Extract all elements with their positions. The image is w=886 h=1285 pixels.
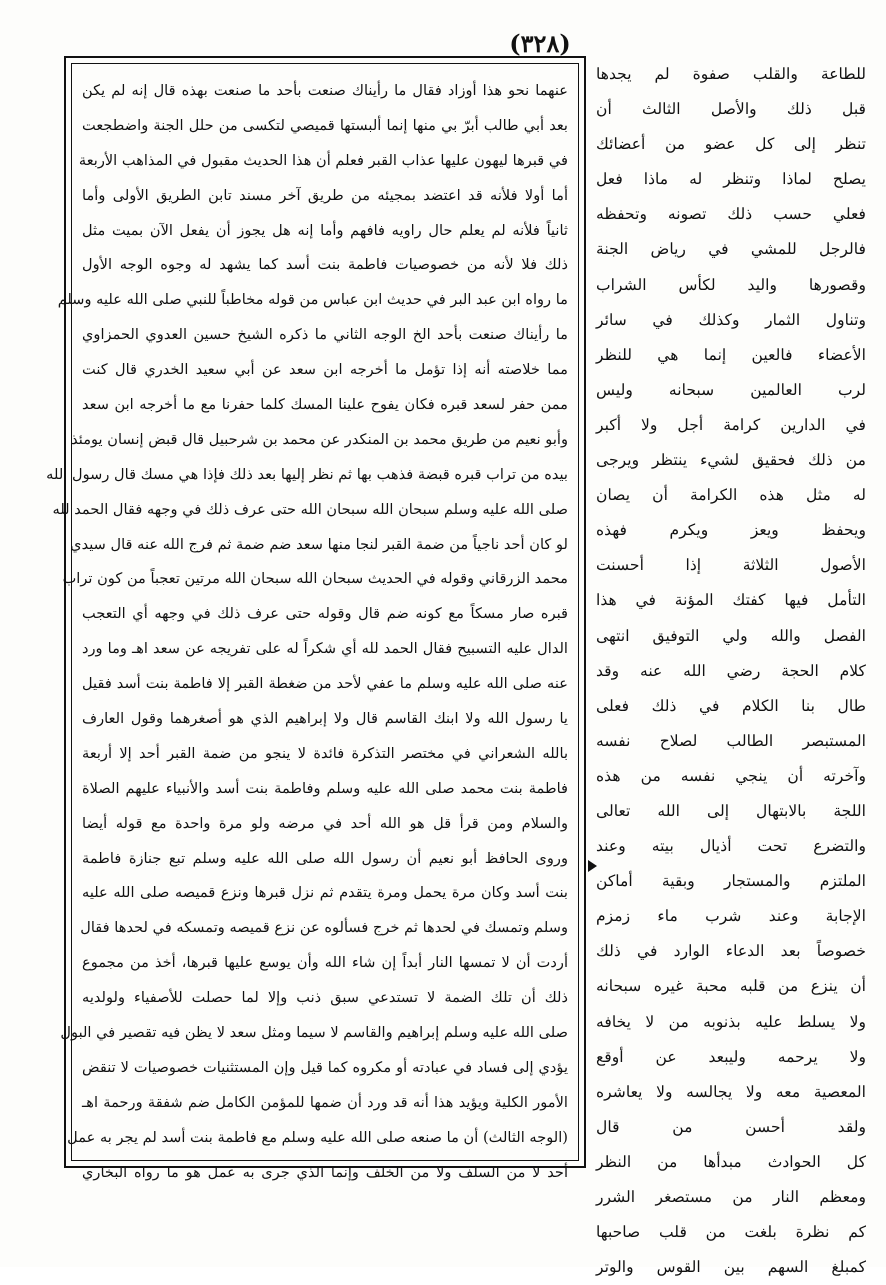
main-text-line: ما رأيناك صنعت بأحد الخ الوجه الثاني ما ذكره الشيخ حسين العدوي الحمزاوي [82,326,568,344]
main-text-column [46,74,568,1181]
margin-text-line: والتضرع تحت أذيال بيته وعند [596,837,866,856]
margin-text-line: في الدارين كرامة أجل ولا أكبر [596,415,866,434]
margin-text-line: يصلح لماذا وتنظر له ماذا فعل [596,170,866,189]
margin-text-line: فعلي حسب ذلك تصونه وتحفظه [596,205,866,224]
margin-text-line: ولقد أحسن من قال [596,1117,866,1136]
main-text-line: مما خلاصته أنه إذا تؤمل ما أخرجه ابن سعد عن أبي سعيد الخدري قال كنت [82,361,568,379]
main-text-line: قبره صار مسكاً مع كونه ضم قال وقوله حتى عرف ذلك في وجهه أي التعجب [82,605,568,623]
margin-text-line: المعصية معه ولا يجالسه ولا يعاشره [596,1082,866,1101]
margin-text-line: ومعظم النار من مستصغر الشرر [596,1188,866,1206]
main-text-line: لو كان أحد ناجياً من ضمة القبر لنجا منها سعد ضم ضمة ثم فرج الله عنه قال سيدي [70,535,568,553]
page-number: (٣٢٨) [509,29,571,58]
main-text-line: ممن حفر لسعد قبره فكان يفوح علينا المسك كلما حفرنا مع ما أخرجه ابن سعد [82,396,568,414]
main-text-line: صلى الله عليه وسلم إبراهيم والقاسم لا سيما ومثل سعد لا يظن فيه تقصير في البول [60,1024,568,1042]
main-text-line: وروى الحافظ أبو نعيم أن رسول الله صلى الله عليه وسلم تبع جنازة فاطمة [82,849,568,867]
margin-text-line: التأمل فيها كفتك المؤنة في هذا [596,591,866,610]
margin-text-line: ولا يسلط عليه بذنوبه من لا يخافه [596,1012,866,1031]
margin-text-line: لرب العالمين سبحانه وليس [596,380,866,399]
main-text-line: أحد لا من السلف ولا من الخلف وإنما الذي جرى به عمل هو ما رواه البخاري [82,1163,568,1181]
margin-text-line: اللجة بالابتهال إلى الله تعالى [596,801,866,820]
margin-text-line: فالرجل للمشي في رياض الجنة [596,240,866,259]
main-text-line: وأبو نعيم من طريق محمد بن المنكدر عن محمد بن شرحبيل قال قبض إنسان يومئذ [71,430,568,448]
main-text-line: صلى الله عليه وسلم سبحان الله سبحان الله حتى عرف ذلك في وجهه فقال الحمد لله [52,500,568,518]
margin-text-line: له مثل هذه الكرامة أن يصان [596,486,866,505]
main-text-line: بالله الشعراني في مختصر التذكرة فائدة لا ينجو من ضمة القبر أحد إلا أربعة [82,744,568,762]
main-text-line: بنت أسد وكان مرة يحمل ومرة يتقدم ثم نزل قبرها ونزع قميصه صلى الله عليه [82,884,568,902]
margin-text-line: الملتزم والمستجار وبقية أماكن [596,872,866,891]
margin-text-line: كل الحوادث مبدأها من النظر [596,1152,866,1171]
margin-text-line: طال بنا الكلام في ذلك فعلى [596,696,866,715]
margin-text-line: قبل ذلك والأصل الثالث أن [596,100,866,119]
main-text-line: في قبرها ليهون عليها عذاب القبر فعلم أن هذا الحديث مقبول في المذاهب الأربعة [78,151,568,169]
main-text-line: أردت أن لا تمسها النار أبداً إن شاء الله وأن يوسع عليها قبرها، أخذ من مجموع [82,954,568,972]
margin-text-line: الأصول الثلاثة إذا أحسنت [596,556,866,575]
main-text-line: ذلك فلا لأنه من خصوصيات فاطمة بنت أسد كما يشهد له وجوه الوجه الأول [82,256,568,274]
margin-text-line: الإجابة وعند شرب ماء زمزم [596,907,866,926]
margin-text-line: المستبصر الطالب لصلاح نفسه [596,731,866,750]
main-text-line: أما أولا فلأنه قد اعتضد بمجيئه من طريق آخر مسند تابن الطريق الأولى وأما [82,186,568,204]
main-text-line: عنهما نحو هذا أوزاد فقال ما رأيناك صنعت بأحد ما صنعت بهذه قال إنه لم يكن [82,82,568,99]
main-text-line: بعد أبي طالب أبرّ بي منها إنما ألبستها قميصي لتكسى من حلل الجنة واضطجعت [82,116,568,134]
main-text-line: يا رسول الله ولا ابنك القاسم قال ولا إبراهيم الذي هو أصغرهما وقول العارف [82,710,568,728]
main-text-line: الأمور الكلية ويؤيد هذا أنه قد ورد أن ضمها للمؤمن الكامل ضم شفقة ورحمة اهـ [82,1093,568,1111]
main-text-frame [46,56,586,1181]
margin-text-line: ولا يرحمه وليبعد عن أوقع [596,1047,866,1066]
main-text-line: يؤدي إلى فساد في عبادته أو مكروه كما قيل وإن المستثنيات خصوصيات لا تنقض [82,1058,568,1076]
main-text-line: ذلك أن تلك الضمة لا تستدعي سبق ذنب وإلا لما حصلت للأصفياء ولولديه [82,989,568,1007]
margin-text-line: الأعضاء فالعين إنما هي للنظر [596,345,866,364]
margin-text-line: وتناول الثمار وكذلك في سائر [596,310,866,329]
margin-text-line: كمبلغ السهم بين القوس والوتر [596,1258,866,1277]
main-text-frame-inner-border [46,63,579,1181]
main-text-line: عنه صلى الله عليه وسلم ما عفي لأحد من ضغطة القبر إلا فاطمة بنت أسد فقيل [82,675,568,693]
margin-text-line: وقصورها واليد لكأس الشراب [596,275,866,294]
margin-text-line: ويحفظ ويعز ويكرم فهذه [596,521,866,540]
margin-text-line: كلام الحجة رضي الله عنه وقد [596,661,866,680]
main-text-line: الدال عليه التسبيح فقال الحمد لله أي شكراً له على تفريجه عن سعد اهـ وما ورد [82,640,568,658]
main-text-line: محمد الزرقاني وقوله في الحديث سبحان الله سبحان الله مرتين تعجباً من كون تراب [62,570,568,588]
main-text-line: فاطمة بنت محمد صلى الله عليه وسلم وفاطمة بنت أسد والأنبياء عليهم الصلاة [82,779,568,797]
margin-text-line: الفصل والله ولي التوفيق انتهى [596,626,866,645]
margin-text-line: للطاعة والقلب صفوة لم يجدها [596,65,866,83]
main-text-line: (الوجه الثالث) أن ما صنعه صلى الله عليه وسلم مع فاطمة بنت أسد لم يجر به عمل [67,1128,568,1146]
margin-text-line: من ذلك فحقيق لشيء ينتظر ويرجى [596,451,866,470]
main-text-line: وسلم وتمسك في لحدها ثم خرج فسألوه عن نزع قميصه وتمسكه في لحدها فقال [80,919,568,937]
margin-text-line: أن ينزع من قلبه محبة غيره سبحانه [596,977,866,996]
margin-text-line: تنظر إلى كل عضو من أعضائك [596,135,866,154]
main-text-line: والسلام ومن قرأ قل هو الله أحد في مرضه ولو مرة واحدة مع قوله أيضا [82,814,568,832]
main-text-line: ثانياً فلأنه لم يعلم حال راويه فافهم وأما إنه هل يجوز أن يفعل الآن بميت مثل [82,221,568,239]
margin-text-column [596,57,866,1277]
main-text-line: ما رواه ابن عبد البر في حديث ابن عباس من قوله مخاطباً للنبي صلى الله عليه وسلم [57,291,568,309]
main-text-line: بيده من تراب قبره قبضة فذهب بها ثم نظر إليها بعد ذلك فإذا هي مسك قال رسول الله [46,465,568,483]
margin-text-line: وآخرته أن ينجي نفسه من هذه [596,766,866,785]
margin-text-line: خصوصاً بعد الدعاء الوارد في ذلك [596,942,866,961]
margin-text-line: كم نظرة بلغت من قلب صاحبها [596,1223,866,1242]
